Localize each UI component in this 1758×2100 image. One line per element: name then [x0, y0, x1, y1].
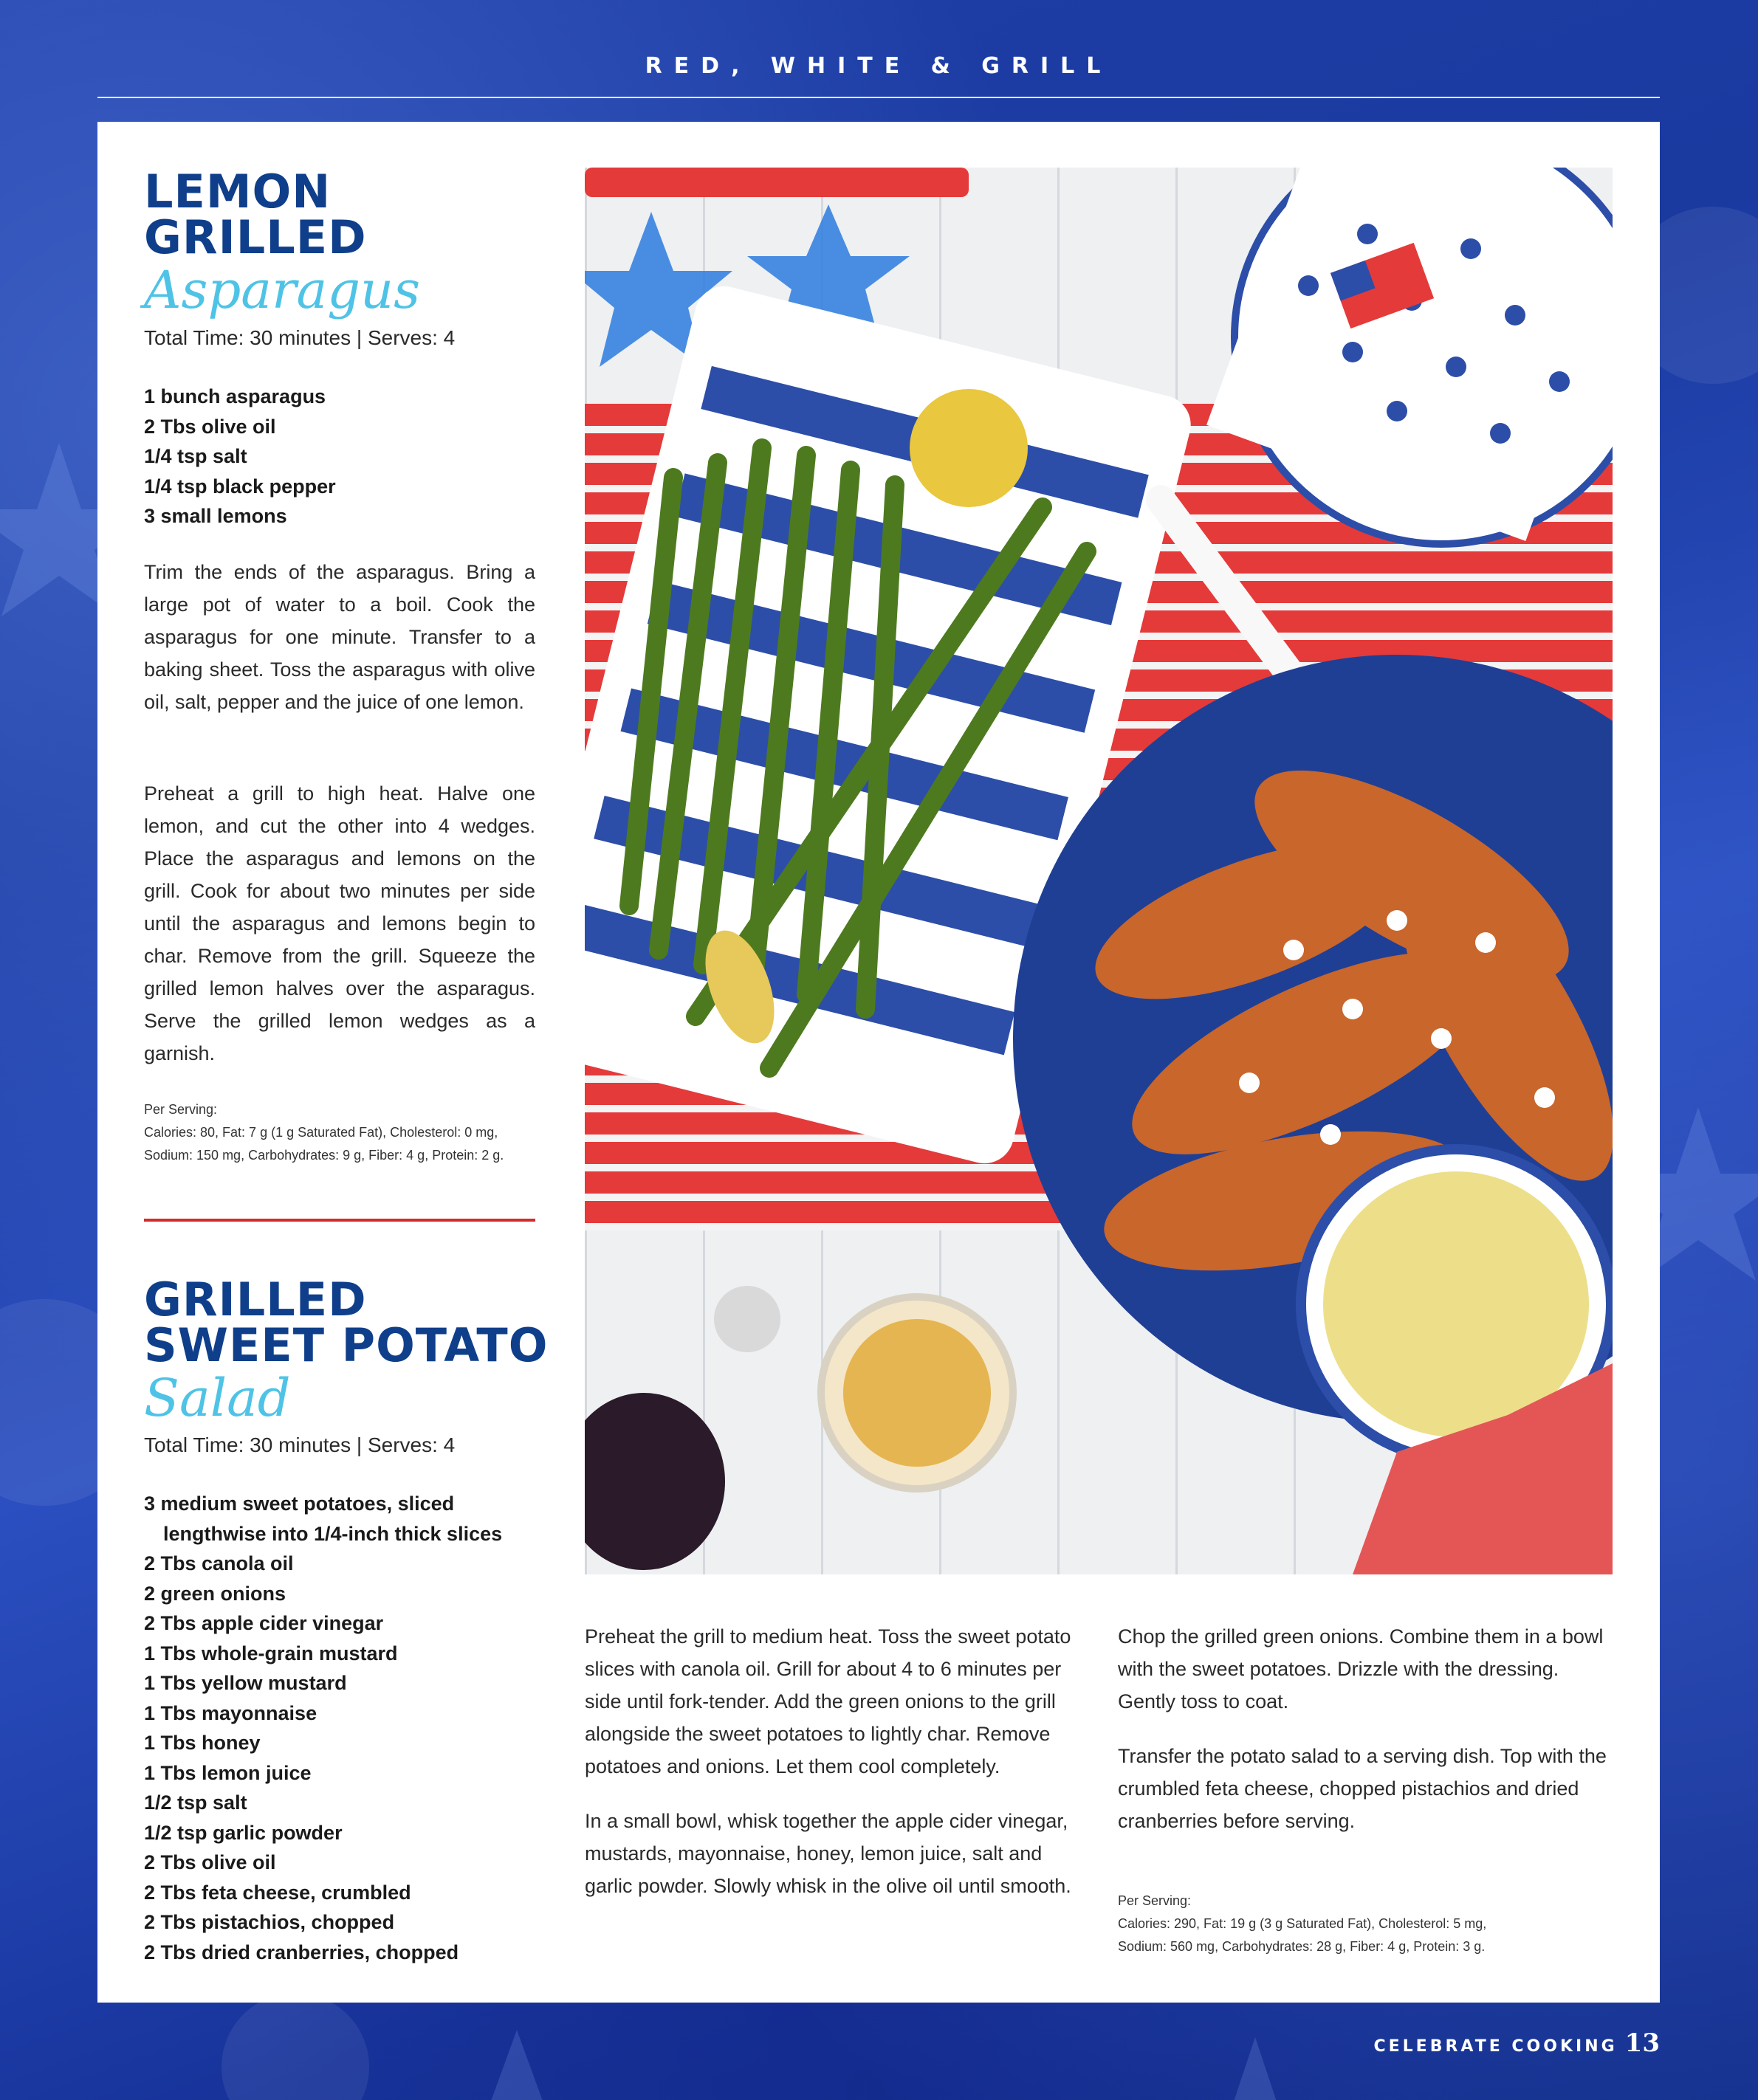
- recipe2-ingredient: 2 Tbs dried cranberries, chopped: [144, 1941, 459, 1963]
- bottle-cap: [714, 1286, 780, 1352]
- recipe2-step-4: Transfer the potato salad to a serving dish. Top with the crumbled feta cheese, chopped pistachios and dried cranberries before serving.: [1118, 1745, 1607, 1832]
- magazine-name: CELEBRATE COOKING: [1373, 2037, 1618, 2056]
- recipe2-ingredient: 2 green onions: [144, 1582, 286, 1605]
- recipe2-meta: Total Time: 30 minutes | Serves: 4: [144, 1433, 456, 1456]
- recipe2-ingredient: 1 Tbs lemon juice: [144, 1761, 312, 1784]
- recipe2-step-2: In a small bowl, whisk together the apple cider vinegar, mustards, mayonnaise, honey, lemon juice, salt and garlic powder. Slowly whisk in the olive oil until smooth.: [585, 1810, 1071, 1897]
- recipe1-title-line1: LEMON: [144, 165, 332, 218]
- recipe2-nutrition-label: Per Serving:: [1118, 1893, 1192, 1908]
- recipe2-title-line2: SWEET POTATO: [144, 1318, 549, 1372]
- recipe1-ingredient: 2 Tbs olive oil: [144, 415, 276, 438]
- recipe1-ingredient-list: [144, 382, 535, 531]
- recipe2-ingredient: 1/2 tsp garlic powder: [144, 1821, 343, 1844]
- section-header: RED, WHITE & GRILL: [645, 53, 1113, 79]
- recipe2-ingredient: 1 Tbs whole-grain mustard: [144, 1642, 398, 1664]
- page-footer: [1373, 2028, 1660, 2058]
- recipe2-ingredient: 2 Tbs feta cheese, crumbled: [144, 1881, 411, 1904]
- recipe2-ingredient: 1/2 tsp salt: [144, 1791, 247, 1814]
- recipe2-ingredient: 1 Tbs honey: [144, 1732, 261, 1754]
- recipe2-ingredient: 3 medium sweet potatoes, sliced lengthwise into 1/4-inch thick slices: [144, 1493, 503, 1545]
- recipe2-nutrition: [1118, 1890, 1635, 1958]
- recipe1-ingredient: 3 small lemons: [144, 505, 287, 527]
- recipe2-nutrition-line2: Sodium: 560 mg, Carbohydrates: 28 g, Fiber: 4 g, Protein: 3 g.: [1118, 1939, 1486, 1954]
- recipe2-step-1: Preheat the grill to medium heat. Toss the sweet potato slices with canola oil. Grill for about 4 to 6 minutes per side until fork-tender. Add the green onions to the grill alongside the sweet potatoes to lightly char. Remove potatoes and onions. Let them cool completely.: [585, 1625, 1071, 1777]
- recipe2-title-line1: GRILLED: [144, 1273, 367, 1326]
- recipe2-step-3: Chop the grilled green onions. Combine them in a bowl with the sweet potatoes. Drizzle with the dressing. Gently toss to coat.: [1118, 1625, 1604, 1712]
- food-photo-illustration: [585, 168, 1613, 1574]
- recipe2-ingredient: 2 Tbs pistachios, chopped: [144, 1911, 395, 1933]
- recipe1-step-1: Trim the ends of the asparagus. Bring a large pot of water to a boil. Cook the asparagus for one minute. Transfer to a baking sheet. Toss the asparagus with olive oil, salt, pepper and the juice of one lemon.: [144, 561, 535, 713]
- recipe2-ingredient: 1 Tbs mayonnaise: [144, 1701, 317, 1724]
- recipe2-ingredient: 1 Tbs yellow mustard: [144, 1672, 347, 1694]
- recipe1-title: [144, 165, 421, 320]
- recipe-page: [97, 122, 1660, 2003]
- recipe1-ingredient: 1 bunch asparagus: [144, 385, 326, 407]
- recipe1-step-2: Preheat a grill to high heat. Halve one lemon, and cut the other into 4 wedges. Place the asparagus and lemons on the grill. Cook for about two minutes per side until the asparagus and lemons begin to char. Remove from the grill. Squeeze the grilled lemon halves over the asparagus. Serve the grilled lemon wedges as a garnish.: [144, 782, 535, 1064]
- recipe-divider: [144, 1219, 535, 1222]
- recipe1-nutrition: [144, 1098, 557, 1167]
- recipe2-title-script: Salad: [144, 1368, 291, 1428]
- recipe1-nutrition-line2: Sodium: 150 mg, Carbohydrates: 9 g, Fiber: 4 g, Protein: 2 g.: [144, 1148, 504, 1163]
- recipe1-nutrition-label: Per Serving:: [144, 1102, 218, 1117]
- recipe2-ingredient: 2 Tbs apple cider vinegar: [144, 1612, 384, 1634]
- recipe2-ingredient: 2 Tbs canola oil: [144, 1552, 294, 1574]
- recipe2-steps-col2: [1118, 1620, 1613, 1837]
- recipe1-meta: Total Time: 30 minutes | Serves: 4: [144, 326, 456, 349]
- recipe2-nutrition-line1: Calories: 290, Fat: 19 g (3 g Saturated Fat), Cholesterol: 5 mg,: [1118, 1916, 1487, 1931]
- header-rule: [97, 97, 1660, 98]
- recipe1-nutrition-line1: Calories: 80, Fat: 7 g (1 g Saturated Fat), Cholesterol: 0 mg,: [144, 1125, 498, 1140]
- recipe2-steps-col1: [585, 1620, 1072, 1902]
- recipe2-title: [144, 1273, 549, 1428]
- recipe1-ingredient: 1/4 tsp salt: [144, 445, 247, 467]
- recipe2-ingredient-list: [144, 1489, 543, 1967]
- recipe1-title-line2: GRILLED: [144, 210, 367, 264]
- recipe2-ingredient: 2 Tbs olive oil: [144, 1851, 276, 1873]
- recipe1-title-script: Asparagus: [144, 260, 421, 320]
- recipe1-ingredient: 1/4 tsp black pepper: [144, 475, 336, 498]
- food-photo: [585, 168, 1613, 1574]
- page-number: 13: [1624, 2028, 1660, 2058]
